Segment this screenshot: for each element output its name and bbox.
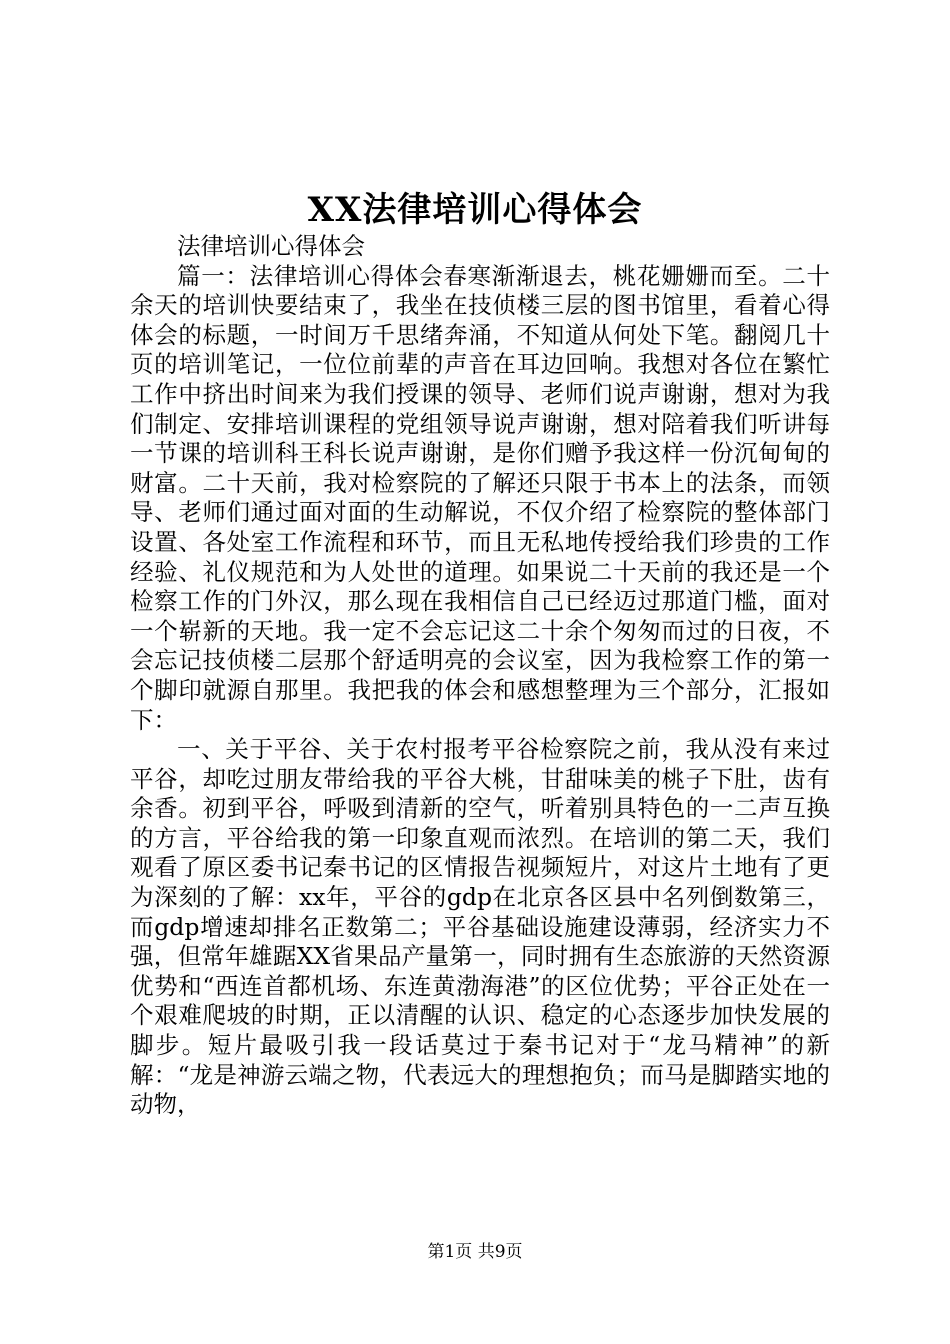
section-heading: 法律培训心得体会 [177, 232, 365, 260]
document-title: XX法律培训心得体会 [307, 190, 643, 230]
document-body [130, 232, 830, 1120]
paragraph: 篇一：法律培训心得体会春寒渐渐退去，桃花姗姗而至。二十余天的培训快要结束了，我坐在技侦楼三层的图书馆里，看着心得体会的标题，一时间万千思绪奔涌，不知道从何处下笔。翻阅几十页的培训笔记，一位位前辈的声音在耳边回响。我想对各位在繁忙工作中挤出时间来为我们授课的领导、老师们说声谢谢，想对为我们制定、安排培训课程的党组领导说声谢谢，想对陪着我们听讲每一节课的培训科王科长说声谢谢，是你们赠予我这样一份沉甸甸的财富。二十天前，我对检察院的了解还只限于书本上的法条，而领导、老师们通过面对面的生动解说，不仅介绍了检察院的整体部门设置、各处室工作流程和环节，而且无私地传授给我们珍贵的工作经验、礼仪规范和为人处世的道理。如果说二十天前的我还是一个检察工作的门外汉，那么现在我相信自己已经迈过那道门槛，面对一个崭新的天地。我一定不会忘记这二十余个匆匆而过的日夜，不会忘记技侦楼二层那个舒适明亮的会议室，因为我检察工作的第一个脚印就源自那里。我把我的体会和感想整理为三个部分，汇报如下： [130, 261, 830, 734]
paragraph: 一、关于平谷、关于农村报考平谷检察院之前，我从没有来过平谷，却吃过朋友带给我的平谷大桃，甘甜味美的桃子下肚，齿有余香。初到平谷，呼吸到清新的空气，听着别具特色的一二声互换的方言，平谷给我的第一印象直观而浓烈。在培训的第二天，我们观看了原区委书记秦书记的区情报告视频短片，对这片土地有了更为深刻的了解：xx年，平谷的gdp在北京各区县中名列倒数第三，而gdp增速却排名正数第二；平谷基础设施建设薄弱，经济实力不强，但常年雄踞XX省果品产量第一，同时拥有生态旅游的天然资源优势和“西连首都机场、东连黄渤海港”的区位优势；平谷正处在一个艰难爬坡的时期，正以清醒的认识、稳定的心态逐步加快发展的脚步。短片最吸引我一段话莫过于秦书记对于“龙马精神”的新解：“龙是神游云端之物，代表远大的理想抱负；而马是脚踏实地的动物， [130, 735, 830, 1119]
page-number-footer: 第1页 共9页 [427, 1242, 523, 1262]
